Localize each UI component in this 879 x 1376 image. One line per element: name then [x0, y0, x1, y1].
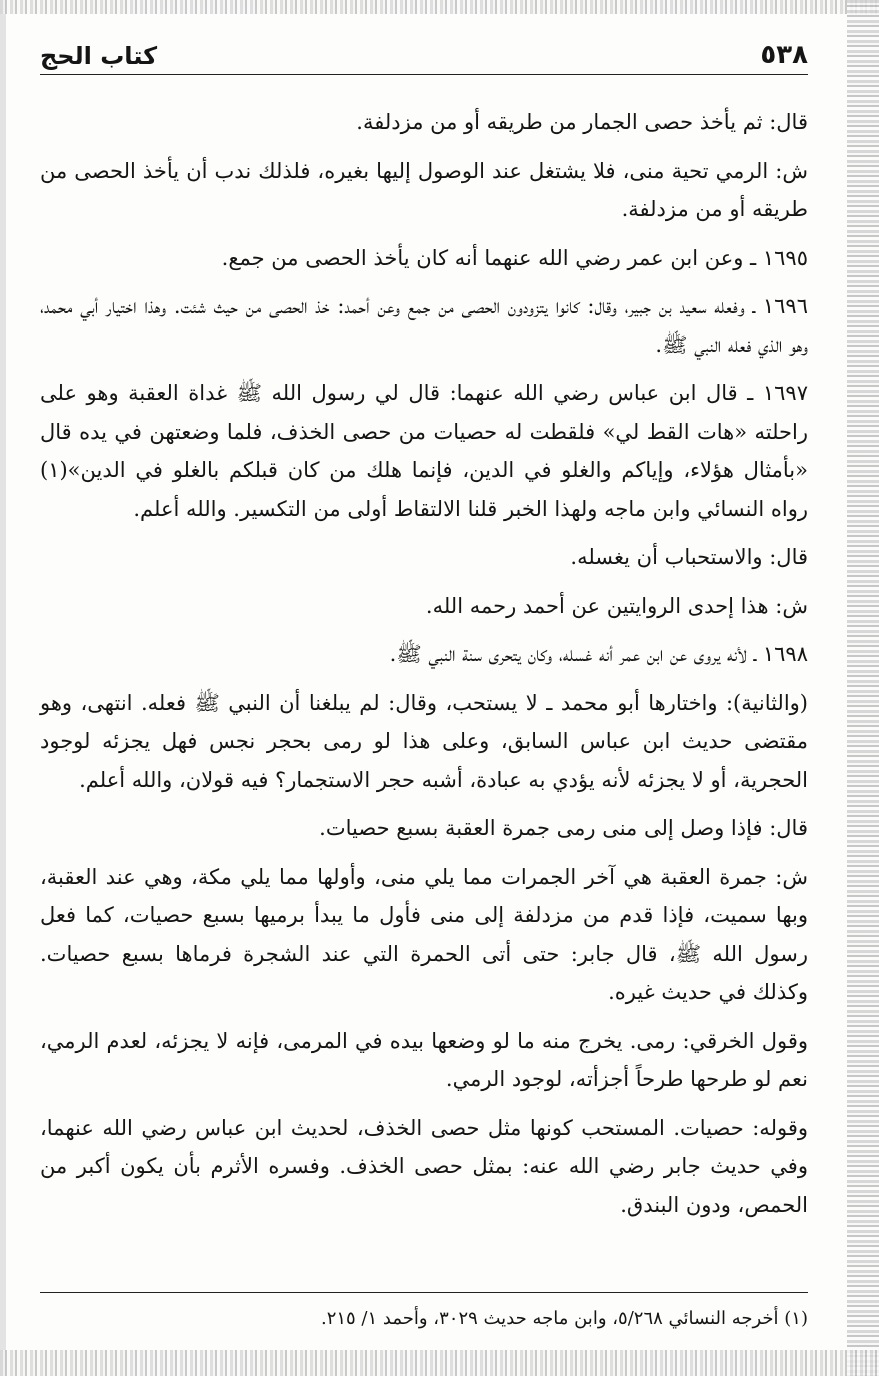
paragraph: (والثانية): واختارها أبو محمد ـ لا يستحب، وقال: لم يبلغنا أن النبي ﷺ فعله. انتهى، وهو مقتضى حديث ابن عباس السابق، وعلى هذا لو رمى بحجر نجس فهل يجزئه لوجود الحجرية، أو لا يجزئه لأنه يؤدي به عبادة، أشبه حجر الاستجمار؟ فيه قولان، والله أعلم.: [40, 690, 808, 792]
paragraph: ١٦٩٧ ـ قال ابن عباس رضي الله عنهما: قال لي رسول الله ﷺ غداة العقبة وهو على راحلته «هات القط لي» فلقطت له حصيات من حصى الخذف، فلما وضعتهن في يده قال «بأمثال هؤلاء، وإياكم والغلو في الدين، فإنما هلك من كان قبلكم بالغلو في الدين»(١) رواه النسائي وابن ماجه ولهذا الخبر قلنا الالتقاط أولى من التكسير. والله أعلم.: [40, 381, 808, 521]
paragraph: قال: فإذا وصل إلى منى رمى جمرة العقبة بسبع حصيات.: [319, 816, 808, 840]
paragraph: ش: هذا إحدى الروايتين عن أحمد رحمه الله.: [425, 593, 808, 618]
page-number: ٥٣٨: [760, 40, 808, 70]
main-text: [40, 103, 808, 1224]
paragraph: قال: والاستحباب أن يغسله.: [570, 545, 808, 569]
page-header: [40, 22, 808, 75]
scan-border-bottom: [0, 1350, 879, 1376]
paragraph: ١٦٩٥ ـ وعن ابن عمر رضي الله عنهما أنه كان يأخذ الحصى من جمع.: [221, 245, 808, 270]
paragraph: وقوله: حصيات. المستحب كونها مثل حصى الخذف، لحديث ابن عباس رضي الله عنهما، وفي حديث جابر رضي الله عنه: بمثل حصى الخذف. وفسره الأثرم بأن يكون أكبر من الحمص، ودون البندق.: [40, 1115, 808, 1217]
paragraph: وقول الخرقي: رمى. يخرج منه ما لو وضعها بيده في المرمى، فإنه لا يجزئه، لعدم الرمي، نعم لو طرحها طرحاً أجزأته، لوجود الرمي.: [40, 1028, 808, 1091]
paragraph: ش: الرمي تحية منى، فلا يشتغل عند الوصول إليها بغيره، فلذلك ندب أن يأخذ الحصى من طريقه أو من مزدلفة.: [40, 158, 808, 221]
book-page: [40, 22, 808, 1342]
running-head: كتاب الحج: [40, 42, 158, 70]
paragraph: ١٦٩٦ ـ وفعله سعيد بن جبير، وقال: كانوا يتزودون الحصى من جمع وعن أحمد: خذ الحصى من حيث شئت. وهذا اختيار أبي محمد، وهو الذي فعله النبي ﷺ.: [40, 294, 808, 357]
footnote-rule: [40, 1292, 808, 1293]
scan-border-top: [0, 0, 879, 14]
paragraph: قال: ثم يأخذ حصى الجمار من طريقه أو من مزدلفة.: [356, 110, 808, 134]
scan-border-right: [847, 0, 879, 1376]
paragraph: ١٦٩٨ ـ لأنه يروى عن ابن عمر أنه غسله، وكان يتحرى سنة النبي ﷺ.: [389, 642, 808, 666]
footnote: (١) أخرجه النسائي ٥/٢٦٨، وابن ماجه حديث ٣٠٢٩، وأحمد ١/ ٢١٥.: [320, 1308, 808, 1329]
page-edge-left: [0, 0, 6, 1376]
paragraph: ش: جمرة العقبة هي آخر الجمرات مما يلي منى، وأولها مما يلي مكة، وهي عند العقبة، وبها سميت، فإذا قدم من مزدلفة إلى منى فأول ما يبدأ برميها بسبع حصيات، كما فعل رسول الله ﷺ، قال جابر: حتى أتى الحمرة التي عند الشجرة فرماها بسبع حصيات. وكذلك في حديث غيره.: [40, 864, 808, 1004]
